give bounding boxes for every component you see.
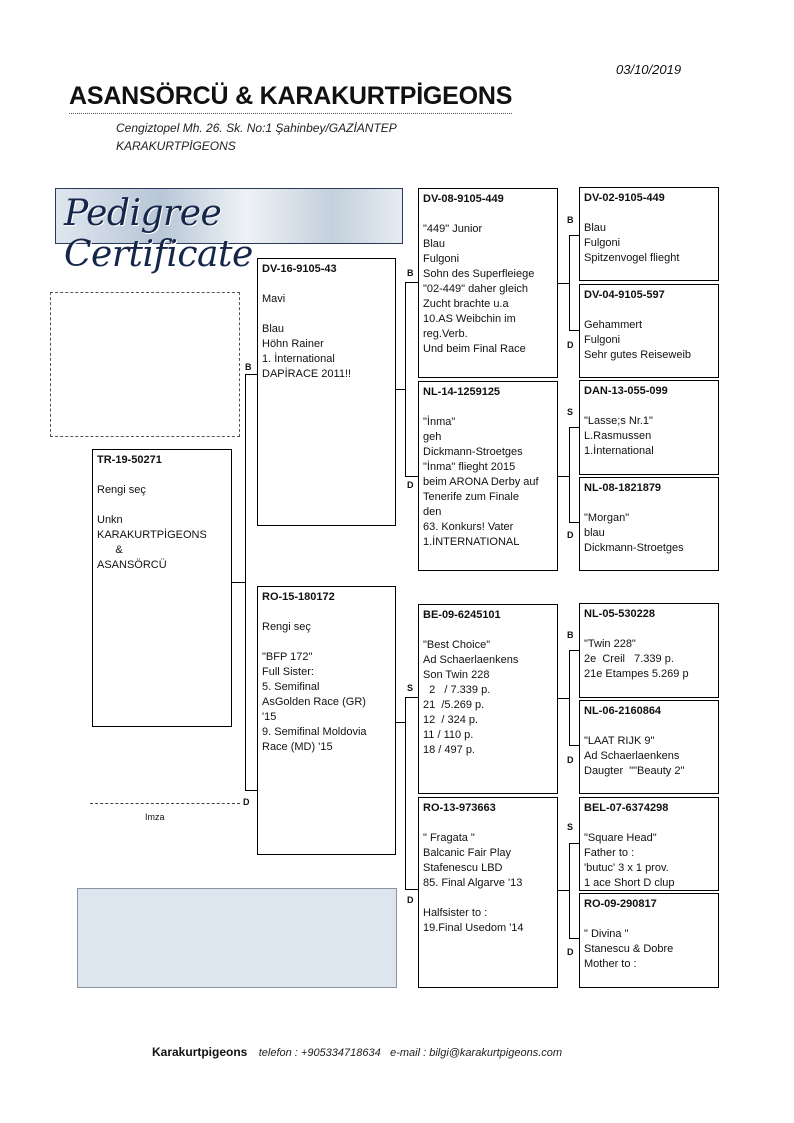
address-line: Cengiztopel Mh. 26. Sk. No:1 Şahinbey/GAZİANTEP: [116, 121, 397, 135]
pigeon-info-line: AsGolden Race (GR): [262, 696, 366, 708]
pigeon-info-line: Fulgoni: [423, 253, 460, 265]
connector: [569, 235, 570, 331]
pigeon-info-line: 5. Semifinal: [262, 681, 320, 693]
pigeon-info-line: Blau: [423, 238, 446, 250]
ring-number: RO-15-180172: [262, 591, 335, 603]
signature-label: Imza: [145, 812, 165, 822]
pigeon-info-line: "İnma" flieght 2015: [423, 461, 516, 473]
pigeon-info-line: "BFP 172": [262, 651, 313, 663]
ring-number: BE-09-6245101: [423, 609, 501, 621]
pigeon-info-line: DAPİRACE 2011!!: [262, 368, 352, 380]
pigeon-info-line: "Lasse;s Nr.1": [584, 415, 653, 427]
ring-number: DV-16-9105-43: [262, 263, 337, 275]
pigeon-info-line: Dickmann-Stroetges: [584, 542, 684, 554]
connector: [395, 722, 405, 723]
pigeon-info-line: reg.Verb.: [423, 328, 468, 340]
pigeon-info-line: " Divina ": [584, 928, 629, 940]
sire-sire-sire-card: [579, 187, 719, 281]
footer-phone: telefon : +905334718634: [258, 1047, 381, 1059]
pigeon-info-line: 1.İnternational: [584, 445, 654, 457]
connector: [557, 476, 569, 477]
sex-marker-sire: B: [245, 362, 252, 372]
connector: [245, 374, 246, 790]
notes-box: [77, 888, 397, 988]
pigeon-info-line: 'butuc' 3 x 1 prov.: [584, 862, 669, 874]
ring-number: NL-08-1821879: [584, 482, 662, 494]
pigeon-info-line: Race (MD) '15: [262, 741, 333, 753]
pigeon-info-line: Höhn Rainer: [262, 338, 324, 350]
connector: [231, 582, 245, 583]
photo-placeholder: [50, 292, 240, 437]
pigeon-info-line: Rengi seç: [262, 621, 311, 633]
pigeon-info-line: [262, 307, 391, 322]
ring-number: TR-19-50271: [97, 454, 162, 466]
pigeon-info-line: Und beim Final Race: [423, 343, 526, 355]
pigeon-info-line: den: [423, 506, 442, 518]
sex-marker-ddd: D: [567, 947, 574, 957]
banner-text: Pedigree Certificate: [64, 193, 253, 275]
pigeon-info-line: Zucht brachte u.a: [423, 298, 509, 310]
pigeon-info-line: "Twin 228": [584, 638, 636, 650]
sire-card: [257, 258, 396, 526]
ring-number: NL-05-530228: [584, 608, 655, 620]
pigeon-info-line: "Square Head": [584, 832, 657, 844]
breeder-title: ASANSÖRCÜ & KARAKURTPİGEONS: [69, 82, 512, 114]
pigeon-info-line: [423, 891, 553, 906]
pigeon-info-line: 9. Semifinal Moldovia: [262, 726, 367, 738]
sex-marker-ssd: D: [567, 340, 574, 350]
pigeon-info-line: Unkn: [97, 514, 123, 526]
dam-sire-dam-card: [579, 700, 719, 794]
pigeon-info-line: KARAKURTPİGEONS: [97, 529, 207, 541]
pigeon-info-line: "İnma": [423, 416, 456, 428]
subject-pigeon-card: [92, 449, 232, 727]
connector: [405, 282, 419, 283]
pigeon-info-line: 21 /5.269 p.: [423, 699, 485, 711]
footer: [152, 1045, 568, 1059]
pigeon-info-line: Son Twin 228: [423, 669, 490, 681]
sex-marker-sds: S: [567, 407, 574, 417]
pigeon-info-line: Full Sister:: [262, 666, 314, 678]
pigeon-info-line: Sehr gutes Reiseweib: [584, 349, 692, 361]
pigeon-info-line: 18 / 497 p.: [423, 744, 475, 756]
connector: [395, 389, 405, 390]
pigeon-info-line: "LAAT RIJK 9": [584, 735, 655, 747]
pigeon-info-line: Halfsister to :: [423, 907, 488, 919]
pigeon-info-line: Stafenescu LBD: [423, 862, 503, 874]
pigeon-info-line: Mavi: [262, 293, 286, 305]
pigeon-info-line: [262, 635, 391, 650]
dam-card: [257, 586, 396, 855]
dam-dam-card: [418, 797, 558, 988]
ring-number: DAN-13-055-099: [584, 385, 668, 397]
sire-dam-card: [418, 381, 558, 571]
pigeon-info-line: beim ARONA Derby auf: [423, 476, 539, 488]
sire-sire-card: [418, 188, 558, 378]
pigeon-info-line: blau: [584, 527, 605, 539]
pigeon-info-line: Fulgoni: [584, 334, 621, 346]
pigeon-info-line: Spitzenvogel flieght: [584, 252, 680, 264]
sex-marker-sss: B: [567, 215, 574, 225]
dam-dam-dam-card: [579, 893, 719, 988]
ring-number: NL-06-2160864: [584, 705, 662, 717]
connector: [405, 697, 406, 890]
pigeon-info-line: 2e Creil 7.339 p.: [584, 653, 674, 665]
pigeon-info-line: [97, 498, 227, 513]
pigeon-info-line: 11 / 110 p.: [423, 729, 474, 741]
sex-marker-dd: D: [407, 895, 414, 905]
address-loft-name: KARAKURTPİGEONS: [116, 139, 236, 153]
sire-dam-dam-card: [579, 477, 719, 571]
pigeon-info-line: Mother to :: [584, 958, 637, 970]
connector: [569, 427, 570, 523]
ring-number: DV-08-9105-449: [423, 193, 504, 205]
pigeon-info-line: Daugter ""Beauty 2": [584, 765, 685, 777]
pigeon-info-line: Stanescu & Dobre: [584, 943, 674, 955]
pigeon-info-line: Blau: [262, 323, 285, 335]
connector: [405, 282, 406, 477]
sex-marker-sdd: D: [567, 530, 574, 540]
footer-name: Karakurtpigeons: [152, 1045, 248, 1059]
sire-dam-sire-card: [579, 380, 719, 475]
sex-marker-dss: B: [567, 630, 574, 640]
pigeon-info-line: '15: [262, 711, 277, 723]
sex-marker-ds: S: [407, 683, 414, 693]
certificate-date: 03/10/2019: [616, 62, 682, 77]
sex-marker-dam: D: [243, 797, 250, 807]
dam-sire-card: [418, 604, 558, 794]
sex-marker-dds: S: [567, 822, 574, 832]
pigeon-info-line: 63. Konkurs! Vater: [423, 521, 514, 533]
pigeon-info-line: L.Rasmussen: [584, 430, 652, 442]
pigeon-info-line: Balcanic Fair Play: [423, 847, 512, 859]
footer-email: e-mail : bilgi@karakurtpigeons.com: [390, 1047, 563, 1059]
connector: [557, 890, 569, 891]
connector: [557, 698, 569, 699]
pigeon-info-line: Ad Schaerlaenkens: [584, 750, 680, 762]
dam-sire-sire-card: [579, 603, 719, 698]
pigeon-info-line: "449" Junior: [423, 223, 483, 235]
pigeon-info-line: 21e Etampes 5.269 p: [584, 668, 689, 680]
pigeon-info-line: Fulgoni: [584, 237, 621, 249]
sire-sire-dam-card: [579, 284, 719, 378]
ring-number: DV-04-9105-597: [584, 289, 665, 301]
pigeon-info-line: 85. Final Algarve '13: [423, 877, 523, 889]
pigeon-info-line: 1. İnternational: [262, 353, 335, 365]
pigeon-info-line: Gehammert: [584, 319, 643, 331]
sex-marker-sd: D: [407, 480, 414, 490]
pigeon-info-line: Sohn des Superfleiege: [423, 268, 535, 280]
pigeon-info-line: 1 ace Short D clup: [584, 877, 675, 889]
ring-number: RO-13-973663: [423, 802, 496, 814]
connector: [405, 476, 419, 477]
pigeon-info-line: Dickmann-Stroetges: [423, 446, 523, 458]
connector: [405, 697, 419, 698]
connector: [569, 650, 570, 746]
ring-number: RO-09-290817: [584, 898, 657, 910]
pigeon-info-line: " Fragata ": [423, 832, 475, 844]
pigeon-info-line: Blau: [584, 222, 607, 234]
breeder-address: [116, 119, 397, 155]
dam-dam-sire-card: [579, 797, 719, 891]
ring-number: BEL-07-6374298: [584, 802, 669, 814]
sex-marker-ss: B: [407, 268, 414, 278]
pigeon-info-line: Tenerife zum Finale: [423, 491, 519, 503]
connector: [405, 889, 419, 890]
pigeon-info-line: ASANSÖRCÜ: [97, 559, 167, 571]
pigeon-info-line: 1.İNTERNATIONAL: [423, 536, 520, 548]
pigeon-info-line: geh: [423, 431, 442, 443]
connector: [557, 283, 569, 284]
pigeon-info-line: "Best Choice": [423, 639, 491, 651]
signature-line: [90, 803, 240, 804]
pigeon-info-line: 2 / 7.339 p.: [423, 684, 491, 696]
ring-number: DV-02-9105-449: [584, 192, 665, 204]
pigeon-info-line: Rengi seç: [97, 484, 146, 496]
pigeon-info-line: 12 / 324 p.: [423, 714, 479, 726]
pigeon-info-line: Father to :: [584, 847, 635, 859]
pigeon-info-line: "02-449" daher gleich: [423, 283, 529, 295]
pigeon-info-line: Ad Schaerlaenkens: [423, 654, 519, 666]
pigeon-info-line: 19.Final Usedom '14: [423, 922, 524, 934]
ring-number: NL-14-1259125: [423, 386, 501, 398]
pigeon-info-line: 10.AS Weibchin im: [423, 313, 516, 325]
pigeon-info-line: &: [97, 544, 123, 556]
connector: [569, 843, 570, 939]
pigeon-info-line: "Morgan": [584, 512, 630, 524]
sex-marker-dsd: D: [567, 755, 574, 765]
